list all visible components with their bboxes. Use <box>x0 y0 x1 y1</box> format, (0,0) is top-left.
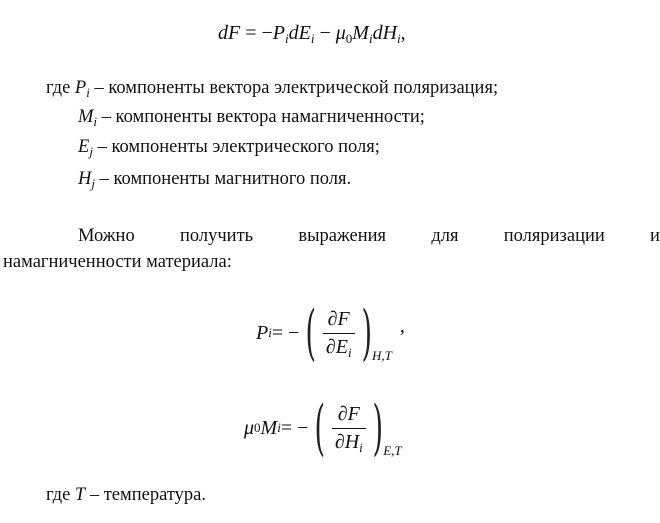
formula-polarization: P i = − ( $\frac{\partial F}{\partial E_i}$ ) H,T , <box>256 298 405 368</box>
fraction-numerator: ∂F <box>323 308 355 334</box>
right-paren: ) <box>372 393 383 463</box>
symbol-P: P <box>272 22 285 44</box>
symbol-mu: μ <box>335 22 346 44</box>
paragraph-line-1 <box>0 226 660 247</box>
definition-symbol: T <box>74 485 86 505</box>
denominator-symbol: ∂E <box>325 335 348 358</box>
formula-magnetization: μ 0 M i = − ( $\frac{\partial F}{\partial H_i}$ ) E,T <box>244 393 402 463</box>
paragraph-word: для <box>431 226 459 246</box>
paragraph-word: и <box>650 226 660 246</box>
left-paren: ( <box>305 298 317 368</box>
formula-lhs: dF <box>218 22 241 44</box>
subscript: i <box>368 31 373 46</box>
definition-P <box>46 78 498 99</box>
subscript: 0 <box>345 31 353 46</box>
symbol-dE: dE <box>288 22 311 44</box>
symbol-dH: dH <box>372 22 398 44</box>
comma: , <box>400 22 406 44</box>
paragraph-word: получить <box>179 226 254 246</box>
definition-H <box>78 169 351 190</box>
paragraph-line-2: намагниченности материала: <box>3 252 232 272</box>
subscript: i <box>359 439 363 455</box>
definition-text: – компоненты магнитного поля. <box>95 169 352 189</box>
symbol-P: P <box>256 321 269 344</box>
subscript: j <box>91 176 95 191</box>
subscript: i <box>93 114 98 129</box>
right-paren: ) <box>361 298 372 368</box>
definition-prefix: где <box>46 485 75 505</box>
definition-text: – температура. <box>85 485 206 505</box>
subscript: i <box>285 31 289 46</box>
outer-subscript: E,T <box>383 443 402 458</box>
fraction <box>323 308 355 359</box>
definition-symbol: M <box>78 107 94 127</box>
fraction-numerator: ∂F <box>332 403 366 429</box>
left-paren: ( <box>314 393 326 463</box>
denominator-symbol: ∂H <box>334 430 360 453</box>
definition-symbol: E <box>78 137 90 157</box>
definition-E <box>78 137 380 158</box>
subscript: i <box>397 31 401 46</box>
subscript: j <box>89 144 93 159</box>
definition-symbol: P <box>74 78 87 98</box>
fraction-denominator <box>332 429 366 454</box>
definition-text: – компоненты электрического поля; <box>92 137 380 157</box>
subscript: i <box>347 344 352 360</box>
comma: , <box>399 314 405 337</box>
symbol-mu: μ <box>244 416 255 439</box>
symbol-M: M <box>352 22 369 44</box>
definition-symbol: H <box>78 169 92 189</box>
definition-text: – компоненты вектора электрической поляризация; <box>89 78 499 98</box>
definition-T <box>46 485 206 506</box>
equals-minus: = − <box>280 416 309 439</box>
formula-eq: = − <box>240 22 273 44</box>
fraction <box>332 403 366 454</box>
definition-text: – компоненты вектора намагниченности; <box>97 107 425 127</box>
subscript: i <box>86 85 90 100</box>
equals-minus: = − <box>271 321 300 344</box>
paragraph-word: выражения <box>298 226 387 246</box>
paragraph-word: поляризации <box>503 226 605 246</box>
definition-prefix: где <box>46 78 75 98</box>
minus-sign: − <box>314 22 336 44</box>
subscript: i <box>310 31 315 46</box>
definition-M <box>78 107 425 128</box>
paragraph-word: Можно <box>78 226 135 246</box>
symbol-M: M <box>260 416 278 439</box>
formula-free-energy-differential <box>218 22 406 45</box>
fraction-denominator <box>323 334 355 359</box>
outer-subscript: H,T <box>371 348 392 363</box>
